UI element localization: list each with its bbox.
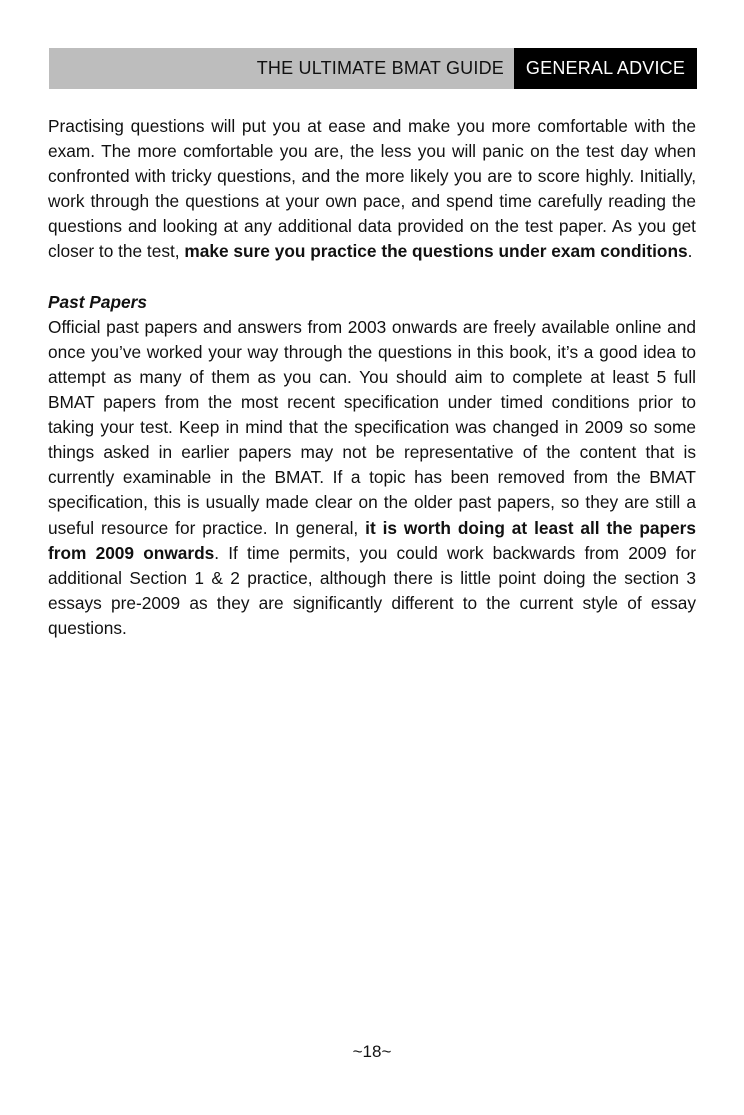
past-papers-paragraph [48, 315, 696, 641]
practice-paragraph-end: . [687, 241, 693, 262]
past-papers-text-end: . If time permits, you could work backwards from 2009 for additional Section 1 & 2 practice, although there is little point doing the section 3 essays pre-2009 as they are significantly different to the current style of essay questions. [48, 542, 696, 638]
book-title: THE ULTIMATE BMAT GUIDE [49, 48, 514, 89]
page-header [49, 48, 697, 89]
past-papers-emphasis: it is worth doing at least all the papers from 2009 onwards [48, 517, 696, 563]
page-number: ~18~ [352, 1042, 392, 1061]
page-content [48, 114, 696, 641]
section-label: GENERAL ADVICE [514, 48, 697, 89]
practice-emphasis: make sure you practice the questions under exam conditions [184, 241, 688, 262]
practice-paragraph-text: Practising questions will put you at ease and make you more comfortable with the exam. The more comfortable you are, the less you will panic on the test day when confronted with tricky questions, and the more likely you are to score highly. Initially, work through the questions at your own pace, and spend time carefully reading the questions and looking at any additional data provided on the test paper. As you get closer to the test, [48, 116, 696, 262]
past-papers-text: Official past papers and answers from 2003 onwards are freely available online and once you’ve worked your way through the questions in this book, it’s a good idea to attempt as many of them as you can. You should aim to complete at least 5 full BMAT papers from the most recent specification under timed conditions prior to taking your test. Keep in mind that the specification was changed in 2009 so some things asked in earlier papers may not be representative of the content that is currently examinable in the BMAT. If a topic has been removed from the BMAT specification, this is usually made clear on the older past papers, so they are still a useful resource for practice. In general, [48, 316, 696, 538]
past-papers-heading: Past Papers [48, 291, 147, 312]
practice-paragraph [48, 114, 696, 265]
